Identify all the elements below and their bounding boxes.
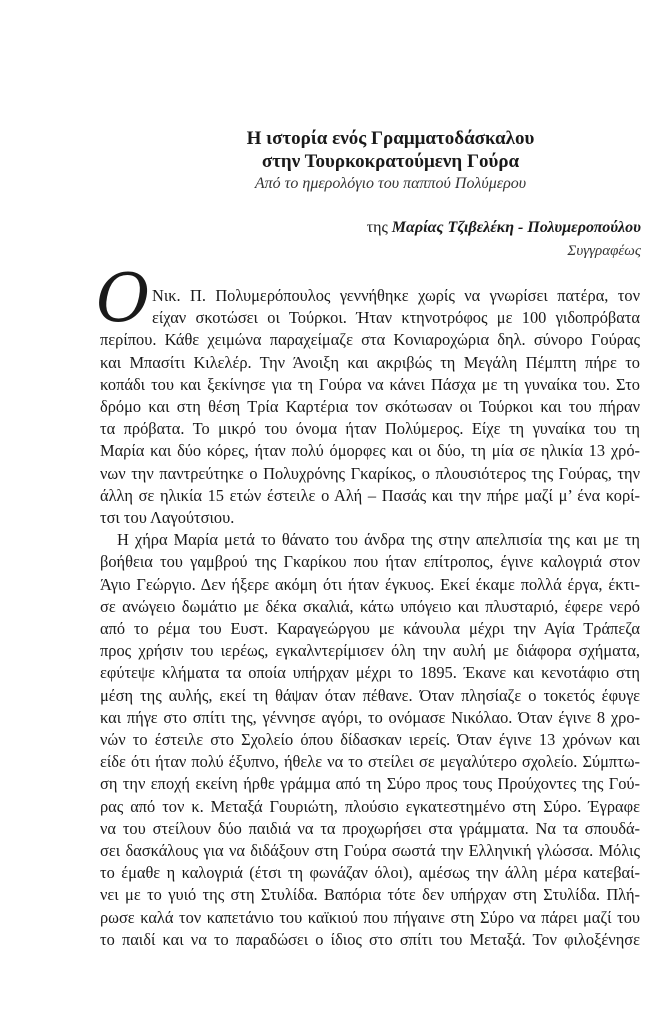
byline-prefix: της [366,219,388,236]
body-line: βοήθεια του γαμβρού της Γκαρίκου που ήταν επίτροπος, έγινε καλογριά στον [100,552,640,572]
body-line: να του στείλουν δύο παιδιά να τα προχωρήσει στα γράμματα. Να τα σπουδά- [100,818,640,838]
body-line: ρας από τον κ. Μεταξά Γουριώτη, πλούσιο εγκατεστημένο στη Σύρο. Έγραφε [100,796,640,816]
body-line: νών το έστειλε στο Σχολείο όπου δίδασκαν ιερείς. Όταν έγινε 13 χρόνων και [100,730,640,749]
body-line: νων την παντρεύτηκε ο Πολυχρόνης Γκαρίκος, ο πλουσιότερος της Γούρας, την [100,463,640,483]
body-line: ρωσε καλά τον καπετάνιο του καϊκιού που πήγαινε στη Σύρο να πάρει μαζί του [100,907,640,927]
drop-cap: Ο [96,260,151,337]
author-name: Μαρίας Τζιβελέκη - Πολυμεροπούλου [391,219,641,236]
body-line: άλλη σε ηλικία 15 ετών έστειλε ο Αλή – Πασάς και την πήρε μαζί μ’ ένα κορί- [100,485,640,505]
article-subtitle: Από το ημερολόγιο του παππού Πολύμερου [254,175,527,192]
body-line: προς χρήσιν του ιερέως, εγκαλντερίμισεν όλη την αυλή με διάφορα σχήματα, [100,641,640,661]
body-line: εφύτεψε κλήματα τα οποία υπήρχαν μέχρι το 1895. Έκανε και κενοτάφιο στη [100,663,640,683]
author-role: Συγγραφέως [567,243,641,259]
body-line: μέση της αυλής, εκεί τη θάψαν όταν πέθανε. Όταν πλησίαζε ο τοκετός έφυγε [100,685,640,705]
body-line: περίπου. Κάθε χειμώνα παραχείμαζε στα Κονιαροχώρια δηλ. σύνορο Γούρας [100,330,640,350]
article-title-line-2: στην Τουρκοκρατούμενη Γούρα [261,151,520,172]
body-line: Άγιο Γεώργιο. Δεν ήξερε ακόμη ότι ήταν έγκυος. Εκεί έκαμε πολλά έργα, έκτι- [100,574,640,594]
body-line: τα πρόβατα. Το μικρό του όνομα ήταν Πολύμερος. Είχε τη γυναίκα του τη [100,419,640,439]
body-line: το παιδί και να το παραδώσει ο ίδιος στο σπίτι του Μεταξά. Τον φιλοξένησε [100,929,640,949]
body-line: νει με το γυιό της στη Στυλίδα. Βαπόρια τότε δεν υπήρχαν στη Στυλίδα. Πλή- [100,885,640,905]
body-line: κοπάδι του και ξεκίνησε για τη Γούρα να κάνει Πάσχα με τη γυναίκα του. Στο [100,374,640,394]
body-line: και πήγε στο σπίτι της, γέννησε αγόρι, το ονόμασε Νικόλαο. Όταν έγινε 8 χρο- [100,707,640,727]
body-line: σει δασκάλους για να διδάξουν στη Γούρα σωστά την Ελληνική γλώσσα. Μόλις [100,841,640,860]
body-line: Νικ. Π. Πολυμερόπουλος γεννήθηκε χωρίς να γνωρίσει πατέρα, τον [152,286,640,305]
body-line: Μαρία και δύο κόρες, ήταν πολύ όμορφες και οι δύο, τη μία σε ηλικία 13 χρό- [100,441,640,461]
body-line: Η χήρα Μαρία μετά το θάνατο του άνδρα της στην απελπισία της και με τη [117,530,640,550]
body-line: τσι του Λαγούτσιου. [100,508,235,527]
body-line: από το ρέμα του Ευστ. Καραγεώργου με κάνουλα μέχρι την Αγία Τράπεζα [100,619,640,638]
body-line: και Μπασίτι Κιλελέρ. Την Άνοιξη και ακριβώς τη Μεγάλη Πέμπτη πήρε το [100,352,640,372]
body-line: είδε ότι ήταν πολύ έξυπνο, ήθελε να το στείλει σε μεγαλύτερο σχολείο. Σύμπτω- [100,752,640,772]
body-line: δρόμο και στη θέση Τρία Καρτέρια τον σκότωσαν οι Τούρκοι και του πήραν [100,397,640,416]
body-line: σε ανώγειο δωμάτιο με δέκα σκαλιά, κάτω υπόγειο και πλυσταριό, έφερε νερό [100,596,640,616]
byline [367,219,641,237]
body-line: ση την εποχή εκείνη ήρθε γράμμα από τη Σύρο προς τους Προύχοντες της Γού- [100,774,640,794]
body-line: το έμαθε η καλογριά (έτσι τη φωνάζαν όλοι), αμέσως την άλλη μέρα κατεβαί- [100,863,640,883]
body-line: είχαν σκοτώσει οι Τούρκοι. Ήταν κτηνοτρόφος με 100 γιδοπρόβατα [152,308,640,328]
article-title-line-1: Η ιστορία ενός Γραμματοδάσκαλου [246,128,535,149]
